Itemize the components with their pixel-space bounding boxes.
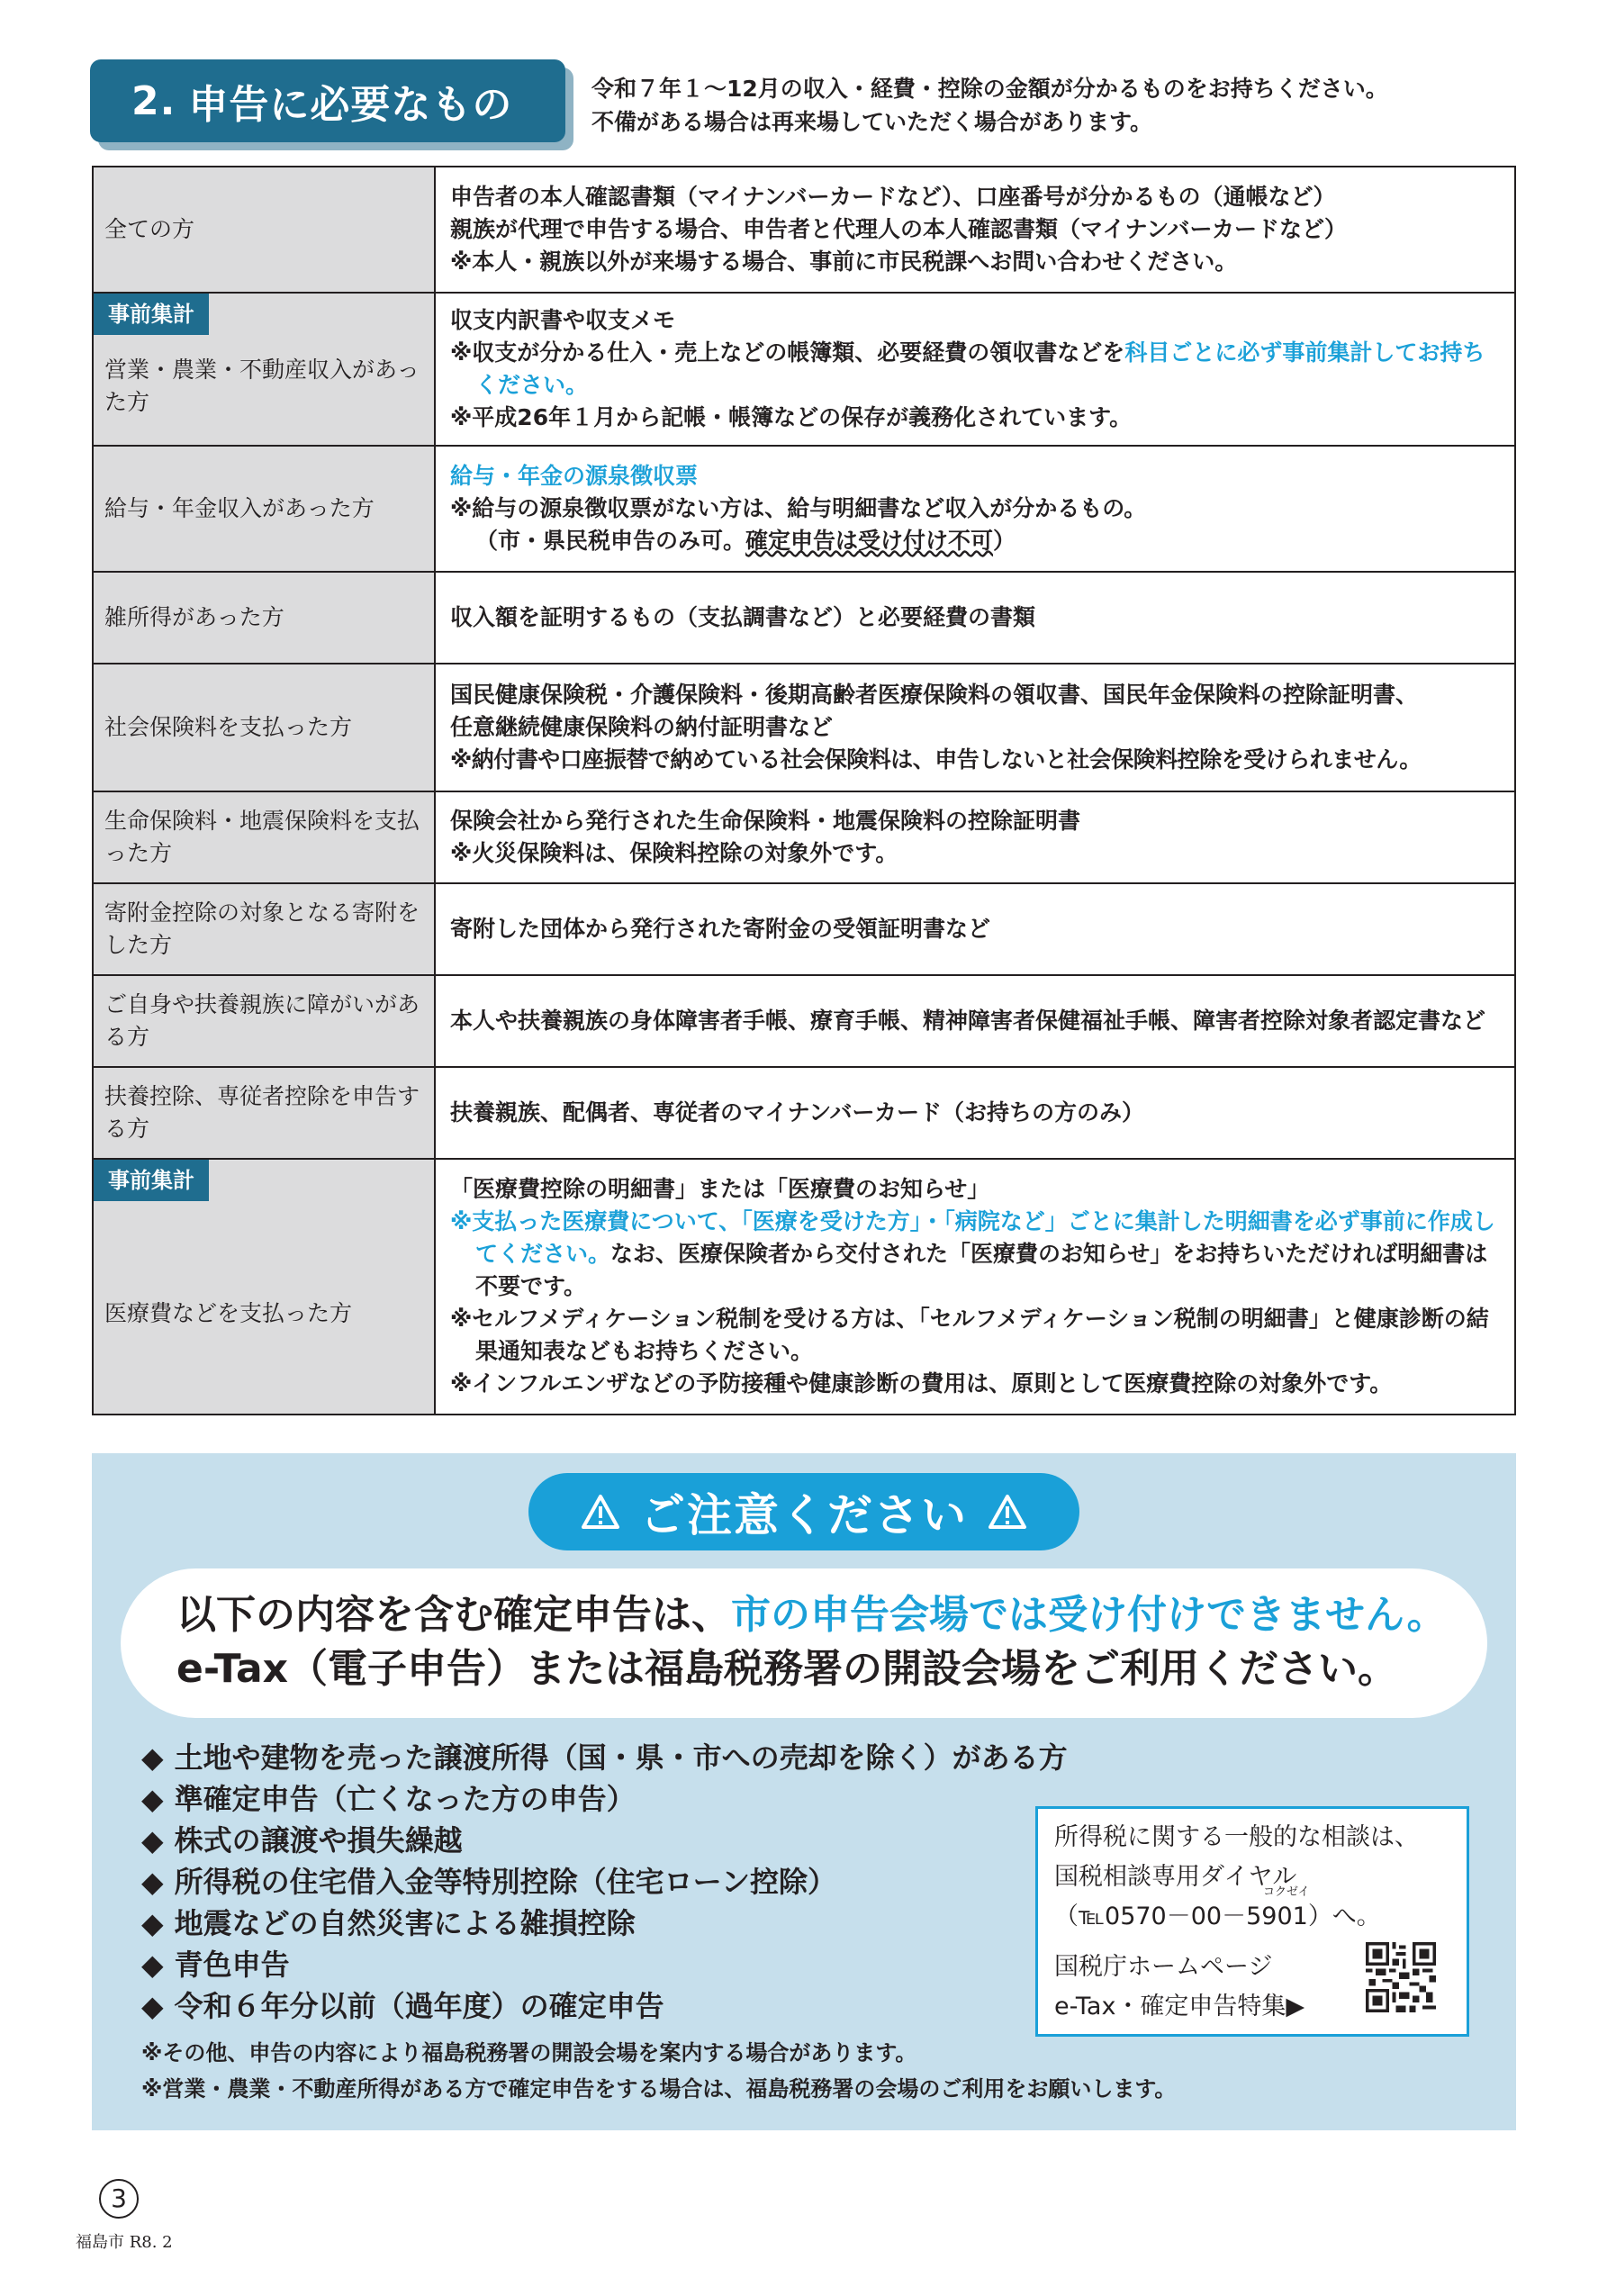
table-row [93,293,1515,446]
content-line: 収支内訳書や収支メモ [450,307,676,333]
nta-link[interactable]: e-Tax・確定申告特集▶ [1054,1993,1305,2020]
footnote: ※営業・農業・不動産所得がある方で確定申告をする場合は、福島税務署の会場のご利用をお願いします。 [141,2076,1177,2102]
consult-line: 所得税に関する一般的な相談は、 [1054,1823,1419,1851]
diamond-bullet-icon: ◆ [141,1865,164,1899]
section-title-text: 申告に必要なもの [188,82,513,128]
table-row [93,1159,1515,1415]
list-item: ◆ 令和６年分以前（過年度）の確定申告 [141,1985,1068,2027]
row-label: 事前集計 医療費などを支払った方 [93,1159,435,1415]
table-row [93,883,1515,975]
consult-line: 国税相談専用ダイヤル [1054,1863,1297,1891]
row-content [435,791,1515,883]
intro-line: 不備がある場合は再来場していただく場合があります。 [591,109,1153,135]
row-content [435,167,1515,293]
phone-line: （℡0570－00－5901）へ。 コクゼイ [1054,1885,1381,1930]
content-line: 保険会社から発行された生命保険料・地震保険料の控除証明書 [450,808,1081,834]
row-content [435,572,1515,664]
section-title [90,59,565,142]
content-line: ※本人・親族以外が来場する場合、事前に市民税課へお問い合わせください。 [450,249,1238,275]
content-line: 任意継続健康保険料の納付証明書など [450,714,834,740]
row-label: 扶養控除、専従者控除を申告する方 [93,1067,435,1159]
diamond-bullet-icon: ◆ [141,1823,164,1858]
caution-footnotes [141,2035,1176,2107]
content-line: ※平成26年１月から記帳・帳簿などの保存が義務化されています。 [450,404,1133,430]
content-note: ※セルフメディケーション税制を受ける方は、「セルフメディケーション税制の明細書」と健康診断の結果通知表などもお持ちください。 [450,1306,1489,1364]
intro-line: 令和７年１～12月の収入・経費・控除の金額が分かるものをお持ちください。 [591,76,1388,102]
diamond-bullet-icon: ◆ [141,1782,164,1816]
row-content [435,1067,1515,1159]
pre-tally-tag: 事前集計 [94,294,209,335]
table-row [93,664,1515,791]
content-line: 寄附した団体から発行された寄附金の受領証明書など [450,916,991,942]
row-label: 全ての方 [93,167,435,293]
table-row [93,1067,1515,1159]
list-item: ◆ 所得税の住宅借入金等特別控除（住宅ローン控除） [141,1861,1068,1903]
footnote: ※その他、申告の内容により福島税務署の開設会場を案内する場合があります。 [141,2040,917,2065]
phone-number[interactable]: 0570－00－5901 [1105,1903,1308,1930]
content-line: 本人や扶養親族の身体障害者手帳、療育手帳、精神障害者保健福祉手帳、障害者控除対象者認定書など [450,1008,1486,1034]
footer-code: 福島市 R8. 2 [76,2233,173,2252]
content-line: 収入額を証明するもの（支払調書など）と必要経費の書類 [450,604,1036,630]
row-content [435,664,1515,791]
list-item: ◆ 株式の譲渡や損失繰越 [141,1820,1068,1861]
caution-heading [528,1473,1079,1550]
table-row [93,572,1515,664]
table-row [93,975,1515,1067]
table-row [93,446,1515,572]
table-row [93,791,1515,883]
pre-tally-tag: 事前集計 [94,1160,209,1201]
diamond-bullet-icon: ◆ [141,1906,164,1940]
row-label: 生命保険料・地震保険料を支払った方 [93,791,435,883]
content-line: 扶養親族、配偶者、専従者のマイナンバーカード（お持ちの方のみ） [450,1099,1145,1125]
content-line: ※給与の源泉徴収票がない方は、給与明細書など収入が分かるもの。 [450,495,1147,521]
excluded-items-list [141,1737,1068,2027]
content-line: 国民健康保険税・介護保険料・後期高齢者医療保険料の領収書、国民年金保険料の控除証明書、 [450,682,1419,708]
diamond-bullet-icon: ◆ [141,1989,164,2023]
row-content [435,446,1515,572]
warning-icon [988,1494,1027,1530]
caution-panel [92,1453,1516,2130]
requirements-table [92,166,1516,1415]
row-label: 寄附金控除の対象となる寄附をした方 [93,883,435,975]
content-line: 申告者の本人確認書類（マイナンバーカードなど）、口座番号が分かるもの（通帳など） [450,184,1336,210]
row-label: 事前集計 営業・農業・不動産収入があった方 [93,293,435,446]
content-line: 親族が代理で申告する場合、申告者と代理人の本人確認書類（マイナンバーカードなど） [450,216,1348,242]
section-number: 2. [131,77,176,124]
consultation-box [1035,1806,1469,2037]
row-label: 給与・年金収入があった方 [93,446,435,572]
table-row [93,167,1515,293]
content-line: ※火災保険料は、保険料控除の対象外です。 [450,840,898,866]
consult-line: 国税庁ホームページ [1054,1953,1273,1981]
content-note: ※収支が分かる仕入・売上などの帳簿類、必要経費の領収書などを科目ごとに必ず事前集計してお持ちください。 [450,339,1485,398]
caution-line: e-Tax（電子申告）または福島税務署の開設会場をご利用ください。 [176,1646,1398,1692]
list-item: ◆ 地震などの自然災害による雑損控除 [141,1903,1068,1944]
page-number: 3 [99,2179,139,2219]
content-note: ※インフルエンザなどの予防接種や健康診断の費用は、原則として医療費控除の対象外です。 [450,1370,1393,1397]
section-intro [591,72,1388,139]
qr-code-icon[interactable] [1366,1942,1436,2012]
row-content [435,1159,1515,1415]
row-content [435,975,1515,1067]
content-line: 「医療費控除の明細書」または「医療費のお知らせ」 [450,1176,990,1202]
caution-title: ご注意ください [640,1489,968,1541]
warning-icon [581,1494,620,1530]
row-label: 雑所得があった方 [93,572,435,664]
row-label: ご自身や扶養親族に障がいがある方 [93,975,435,1067]
list-item: ◆ 青色申告 [141,1944,1068,1985]
diamond-bullet-icon: ◆ [141,1740,164,1775]
list-item: ◆ 準確定申告（亡くなった方の申告） [141,1778,1068,1820]
caution-line: 以下の内容を含む確定申告は、市の申告会場では受け付けできません。 [176,1592,1447,1638]
row-content [435,293,1515,446]
diamond-bullet-icon: ◆ [141,1948,164,1982]
row-label: 社会保険料を支払った方 [93,664,435,791]
content-line: ※納付書や口座振替で納めている社会保険料は、申告しないと社会保険料控除を受けられません。 [450,746,1422,773]
content-line: （市・県民税申告のみ可。確定申告は受け付け不可） [475,528,1016,554]
content-note: ※支払った医療費について、「医療を受けた方」・「病院など」ごとに集計した明細書を必ず事前に作成してください。なお、医療保険者から交付された「医療費のお知らせ」をお持ちいただければ明細書は不要です。 [450,1208,1495,1299]
row-content [435,883,1515,975]
phone-ruby: コクゼイ [1263,1885,1310,1899]
caution-message [121,1568,1487,1718]
content-line: 給与・年金の源泉徴収票 [450,463,699,489]
list-item: ◆ 土地や建物を売った譲渡所得（国・県・市への売却を除く）がある方 [141,1737,1068,1778]
